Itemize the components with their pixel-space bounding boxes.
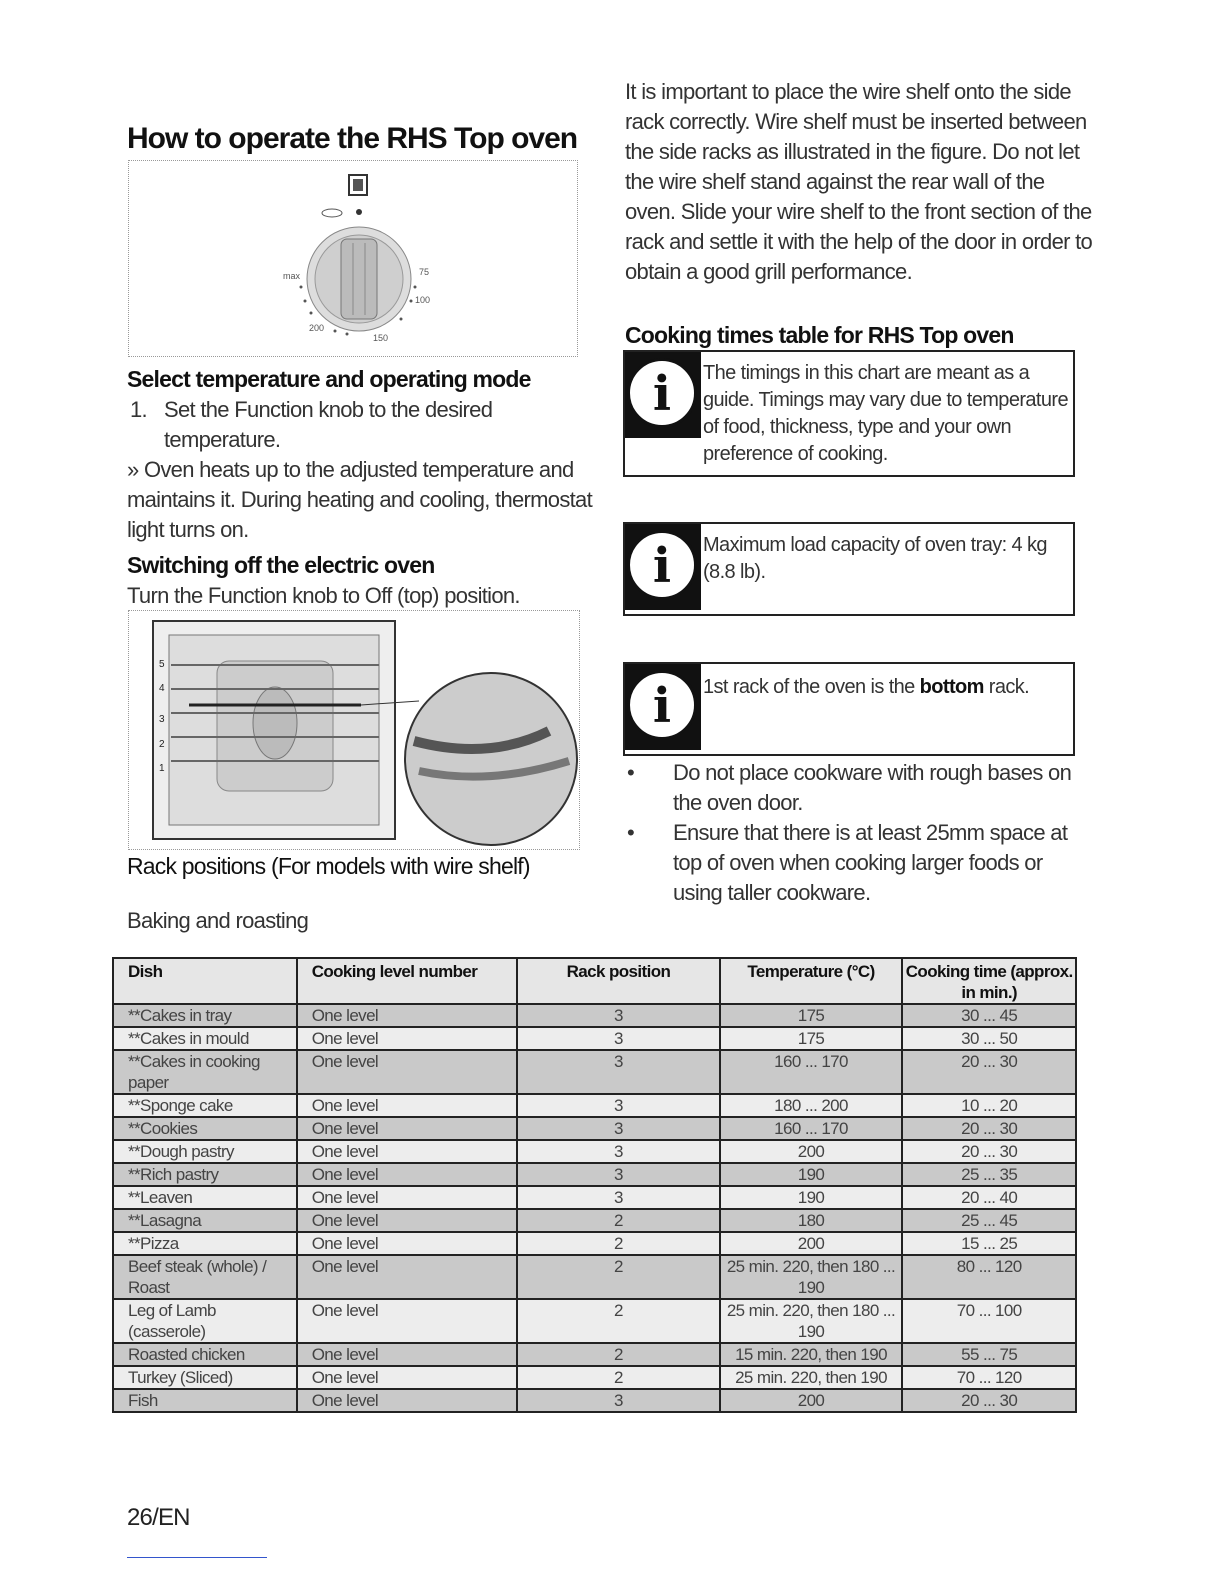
cell-level: One level: [297, 1299, 518, 1343]
table-row: [113, 1163, 1076, 1186]
cell-level: One level: [297, 1140, 518, 1163]
table-row: [113, 1366, 1076, 1389]
page-title: How to operate the RHS Top oven: [127, 122, 578, 155]
bullet-list: [625, 758, 1095, 908]
cell-dish: **Pizza: [113, 1232, 297, 1255]
cell-time: 20 ... 30: [902, 1050, 1076, 1094]
switch-off-text: Turn the Function knob to Off (top) position.: [127, 583, 520, 608]
cell-level: One level: [297, 1209, 518, 1232]
cell-time: 30 ... 45: [902, 1004, 1076, 1027]
step-number: 1.: [130, 397, 147, 422]
cell-time: 20 ... 30: [902, 1117, 1076, 1140]
cell-dish: **Dough pastry: [113, 1140, 297, 1163]
cell-dish: Fish: [113, 1389, 297, 1412]
knob-label-75: 75: [419, 267, 430, 277]
header-level: Cooking level number: [297, 958, 518, 1004]
table-row: [113, 1389, 1076, 1412]
table-header-row: [113, 958, 1076, 1004]
rack-caption: Rack positions (For models with wire shelf): [127, 853, 530, 879]
cell-time: 20 ... 30: [902, 1389, 1076, 1412]
cell-dish: **Sponge cake: [113, 1094, 297, 1117]
cell-temperature: 160 ... 170: [720, 1117, 903, 1140]
switch-off-heading: Switching off the electric oven: [127, 552, 435, 578]
cell-rack: 2: [517, 1232, 719, 1255]
cell-temperature: 180 ... 200: [720, 1094, 903, 1117]
cell-time: 70 ... 100: [902, 1299, 1076, 1343]
bullet-item: [625, 758, 1095, 818]
table-row: [113, 1140, 1076, 1163]
info-text-post: rack.: [983, 676, 1030, 698]
cell-dish: **Cakes in mould: [113, 1027, 297, 1050]
cell-dish: **Cakes in tray: [113, 1004, 297, 1027]
cell-time: 55 ... 75: [902, 1343, 1076, 1366]
cell-temperature: 200: [720, 1140, 903, 1163]
table-row: [113, 1094, 1076, 1117]
cell-level: One level: [297, 1255, 518, 1299]
cell-level: One level: [297, 1117, 518, 1140]
cell-level: One level: [297, 1366, 518, 1389]
step-text: Set the Function knob to the desired temperature.: [164, 397, 493, 452]
cell-temperature: 190: [720, 1186, 903, 1209]
info-icon: i: [625, 524, 701, 610]
footer-rule: [127, 1557, 267, 1558]
rack-positions-figure: [128, 610, 580, 850]
table-row: [113, 1050, 1076, 1094]
cell-rack: 2: [517, 1299, 719, 1343]
cell-temperature: 15 min. 220, then 190: [720, 1343, 903, 1366]
select-heading: Select temperature and operating mode: [127, 366, 531, 392]
cell-time: 25 ... 35: [902, 1163, 1076, 1186]
table-row: [113, 1027, 1076, 1050]
table-row: [113, 1255, 1076, 1299]
cell-dish: **Cakes in cooking paper: [113, 1050, 297, 1094]
table-row: [113, 1232, 1076, 1255]
info-text: The timings in this chart are meant as a guide. Timings may vary due to temperature of food, thickness, type and your own preference of cooking.: [703, 362, 1068, 465]
bullet-icon: •: [627, 760, 635, 785]
cell-dish: **Lasagna: [113, 1209, 297, 1232]
cell-temperature: 180: [720, 1209, 903, 1232]
cell-rack: 3: [517, 1027, 719, 1050]
knob-label-200: 200: [309, 323, 325, 333]
knob-illustration: [129, 161, 577, 356]
rack-number-4: 4: [159, 683, 165, 694]
oven-rack-illustration: [129, 611, 579, 849]
info-text-bold: bottom: [919, 676, 984, 698]
table-row: [113, 1117, 1076, 1140]
header-rack: Rack position: [517, 958, 719, 1004]
knob-label-150: 150: [373, 333, 389, 343]
bullet-item: [625, 818, 1095, 908]
table-row: [113, 1209, 1076, 1232]
cell-level: One level: [297, 1232, 518, 1255]
cell-rack: 3: [517, 1186, 719, 1209]
cell-rack: 3: [517, 1050, 719, 1094]
cell-temperature: 25 min. 220, then 180 ... 190: [720, 1255, 903, 1299]
cell-rack: 3: [517, 1004, 719, 1027]
rack-number-3: 3: [159, 714, 165, 725]
cell-rack: 3: [517, 1094, 719, 1117]
cell-level: One level: [297, 1343, 518, 1366]
cell-dish: Roasted chicken: [113, 1343, 297, 1366]
cell-temperature: 190: [720, 1163, 903, 1186]
cell-level: One level: [297, 1050, 518, 1094]
cell-level: One level: [297, 1094, 518, 1117]
cell-rack: 3: [517, 1163, 719, 1186]
info-text: [703, 674, 1069, 701]
cell-level: One level: [297, 1027, 518, 1050]
baking-roasting-label: Baking and roasting: [127, 908, 309, 933]
cell-temperature: 200: [720, 1232, 903, 1255]
cell-rack: 3: [517, 1117, 719, 1140]
cell-rack: 2: [517, 1209, 719, 1232]
header-dish: Dish: [113, 958, 297, 1004]
cell-temperature: 200: [720, 1389, 903, 1412]
info-text: Maximum load capacity of oven tray: 4 kg (8.8 lb).: [703, 534, 1047, 583]
step-1: [130, 395, 590, 455]
cell-dish: Turkey (Sliced): [113, 1366, 297, 1389]
bullet-text: Ensure that there is at least 25mm space at top of oven when cooking larger foods or using taller cookware.: [673, 820, 1068, 905]
cell-dish: **Leaven: [113, 1186, 297, 1209]
cell-rack: 3: [517, 1140, 719, 1163]
cell-level: One level: [297, 1004, 518, 1027]
cell-temperature: 25 min. 220, then 190: [720, 1366, 903, 1389]
rack-number-1: 1: [159, 763, 165, 774]
cell-temperature: 160 ... 170: [720, 1050, 903, 1094]
info-icon: i: [625, 664, 701, 750]
info-box-rack: [623, 662, 1075, 756]
rack-number-5: 5: [159, 659, 165, 670]
cell-time: 20 ... 40: [902, 1186, 1076, 1209]
table-row: [113, 1186, 1076, 1209]
cell-level: One level: [297, 1186, 518, 1209]
cell-dish: Leg of Lamb (casserole): [113, 1299, 297, 1343]
cell-time: 80 ... 120: [902, 1255, 1076, 1299]
knob-label-max: max: [283, 271, 301, 281]
bullet-icon: •: [627, 820, 635, 845]
cell-dish: Beef steak (whole) / Roast: [113, 1255, 297, 1299]
table-row: [113, 1343, 1076, 1366]
cell-rack: 3: [517, 1389, 719, 1412]
cell-time: 10 ... 20: [902, 1094, 1076, 1117]
cell-time: 30 ... 50: [902, 1027, 1076, 1050]
cell-temperature: 175: [720, 1004, 903, 1027]
header-temperature: Temperature (°C): [720, 958, 903, 1004]
cell-time: 25 ... 45: [902, 1209, 1076, 1232]
cell-time: 15 ... 25: [902, 1232, 1076, 1255]
page-number: 26/EN: [127, 1504, 190, 1531]
cell-rack: 2: [517, 1255, 719, 1299]
cell-rack: 2: [517, 1343, 719, 1366]
cell-dish: **Cookies: [113, 1117, 297, 1140]
rack-number-2: 2: [159, 739, 165, 750]
knob-label-100: 100: [415, 295, 431, 305]
cooking-times-table: [112, 957, 1077, 1413]
cell-level: One level: [297, 1163, 518, 1186]
cell-temperature: 25 min. 220, then 180 ... 190: [720, 1299, 903, 1343]
table-row: [113, 1299, 1076, 1343]
info-box-load: [623, 522, 1075, 616]
info-box-timings: [623, 350, 1075, 477]
function-knob-figure: [128, 160, 578, 357]
cell-time: 20 ... 30: [902, 1140, 1076, 1163]
cooking-times-heading: Cooking times table for RHS Top oven: [625, 322, 1014, 348]
info-icon: i: [625, 352, 701, 438]
step-result: » Oven heats up to the adjusted temperature and maintains it. During heating and cooling, thermostat light turns on.: [127, 457, 592, 542]
cell-temperature: 175: [720, 1027, 903, 1050]
table-row: [113, 1004, 1076, 1027]
cell-level: One level: [297, 1389, 518, 1412]
header-time: Cooking time (approx. in min.): [902, 958, 1076, 1004]
cell-time: 70 ... 120: [902, 1366, 1076, 1389]
cell-dish: **Rich pastry: [113, 1163, 297, 1186]
wire-shelf-paragraph: It is important to place the wire shelf onto the side rack correctly. Wire shelf must be inserted between the side racks as illustrated in the figure. Do not let the wire shelf stand against the rear wall of the oven. Slide your wire shelf to the front section of the rack and settle it with the help of the door in order to obtain a good grill performance.: [625, 79, 1093, 284]
cell-rack: 2: [517, 1366, 719, 1389]
info-text-pre: 1st rack of the oven is the: [703, 676, 920, 698]
bullet-text: Do not place cookware with rough bases on the oven door.: [673, 760, 1072, 815]
